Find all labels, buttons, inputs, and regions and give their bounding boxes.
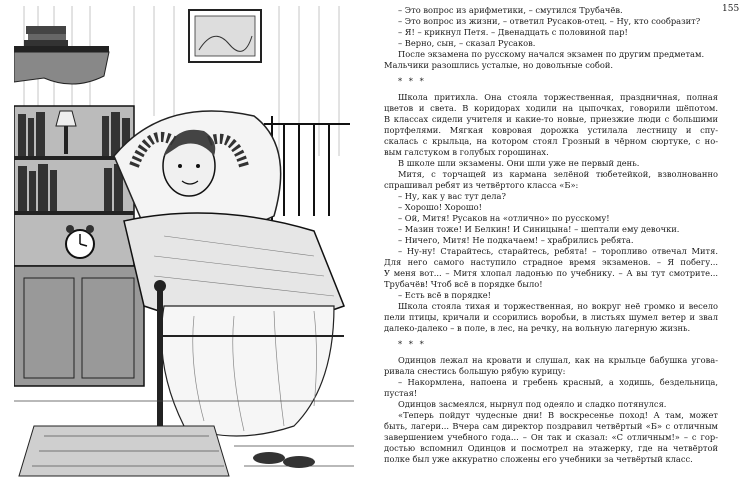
- text-line: – Верно, сын, – сказал Русаков.: [398, 38, 536, 48]
- text-line: – Я! – крикнул Петя. – Двенадцать с половиной пар!: [398, 27, 628, 37]
- section-separator: * * *: [398, 76, 426, 86]
- text-line: – Накормлена, напоена и гребень красный, а ходишь, бездельница,: [398, 377, 718, 387]
- text-line: – Хорошо! Хорошо!: [398, 202, 482, 212]
- text-line: Для него самого наступило страдное время экзаменов. – Я побегу...: [384, 257, 718, 267]
- text-line: – Ой, Митя! Русаков на «отлично» по русскому!: [398, 213, 610, 223]
- text-line: – Ну, как у вас тут дела?: [398, 191, 506, 201]
- text-line: Одинцов лежал на кровати и слушал, как на крыльце бабушка угова-: [398, 355, 718, 365]
- text-line: далеко-далеко – в поле, в лес, на речку, на вольную лагерную жизнь.: [384, 323, 691, 333]
- text-line: Школа стояла тихая и торжественная, но вокруг неё громко и весело: [398, 301, 718, 311]
- text-line: ривала снестись большую рябую курицу:: [384, 366, 566, 376]
- text-line: Митя, с торчащей из кармана зелёной тюбетейкой, взволнованно: [398, 169, 718, 179]
- text-line: вым галстуком в голубых горошинах.: [384, 147, 549, 157]
- text-line: пели птицы, кричали и ссорились воробьи, в листьях шумел ветер и звал: [384, 312, 718, 322]
- text-line: спрашивал ребят из четвёртого класса «Б»:: [384, 180, 579, 190]
- illustration: [14, 6, 354, 484]
- text-line: Трубачёв! Чтоб всё в порядке было!: [384, 279, 543, 289]
- text-line: быть, лагери... Вчера сам директор поздравил четвёртый «Б» с отличным: [384, 421, 718, 431]
- text-line: Одинцов засмеялся, нырнул под одеяло и сладко потянулся.: [398, 399, 667, 409]
- text-line: У меня вот... – Митя хлопал ладонью по учебнику. – А вы тут смотрите...: [384, 268, 718, 278]
- text-line: В школе шли экзамены. Они шли уже не первый день.: [398, 158, 640, 168]
- section-separator: * * *: [398, 339, 426, 349]
- text-line: завершением учебного года... – Он так и сказал: «С отличным!» – с гор-: [384, 432, 718, 442]
- text-page: [384, 5, 718, 487]
- text-line: – Мазин тоже! И Белкин! И Синицына! – шептали ему девочки.: [398, 224, 680, 234]
- text-line: цветов и света. В коридорах ходили на цыпочках, говорили шёпотом.: [384, 103, 718, 113]
- text-line: Мальчики разошлись усталые, но довольные собой.: [384, 60, 614, 70]
- text-line: – Есть всё в порядке!: [398, 290, 492, 300]
- text-line: «Теперь пойдут чудесные дни! В воскресенье поход! А там, может: [398, 410, 718, 420]
- text-line: После экзамена по русскому начался экзамен по другим предметам.: [398, 49, 705, 59]
- boy-in-bed-illustration: [14, 6, 354, 484]
- text-line: – Это вопрос из арифметики, – смутился Трубачёв.: [398, 5, 623, 15]
- text-line: – Это вопрос из жизни, – ответил Русаков-отец. – Ну, кто сообразит?: [398, 16, 701, 26]
- text-line: – Ничего, Митя! Не подкачаем! – храбрились ребята.: [398, 235, 634, 245]
- page-number: 155: [722, 4, 740, 14]
- text-line: достью вспомнил Одинцов и посмотрел на этажерку, где на четвёртой: [384, 443, 718, 453]
- text-line: скалась с крыльца, на котором стоял Грозный в чёрном сюртуке, с но-: [384, 136, 718, 146]
- text-line: пустая!: [384, 388, 418, 398]
- text-line: В классах сидели учителя и какие-то новые, приезжие люди с большими: [384, 114, 718, 124]
- text-line: – Ну-ну! Старайтесь, старайтесь, ребята! – торопливо отвечал Митя.: [398, 246, 718, 256]
- text-line: полке был уже аккуратно сложены его учебники за четвёртый класс.: [384, 454, 693, 464]
- text-line: Школа притихла. Она стояла торжественная, праздничная, полная: [398, 92, 718, 102]
- text-line: портфелями. Мягкая ковровая дорожка устилала лестницу и спу-: [384, 125, 718, 135]
